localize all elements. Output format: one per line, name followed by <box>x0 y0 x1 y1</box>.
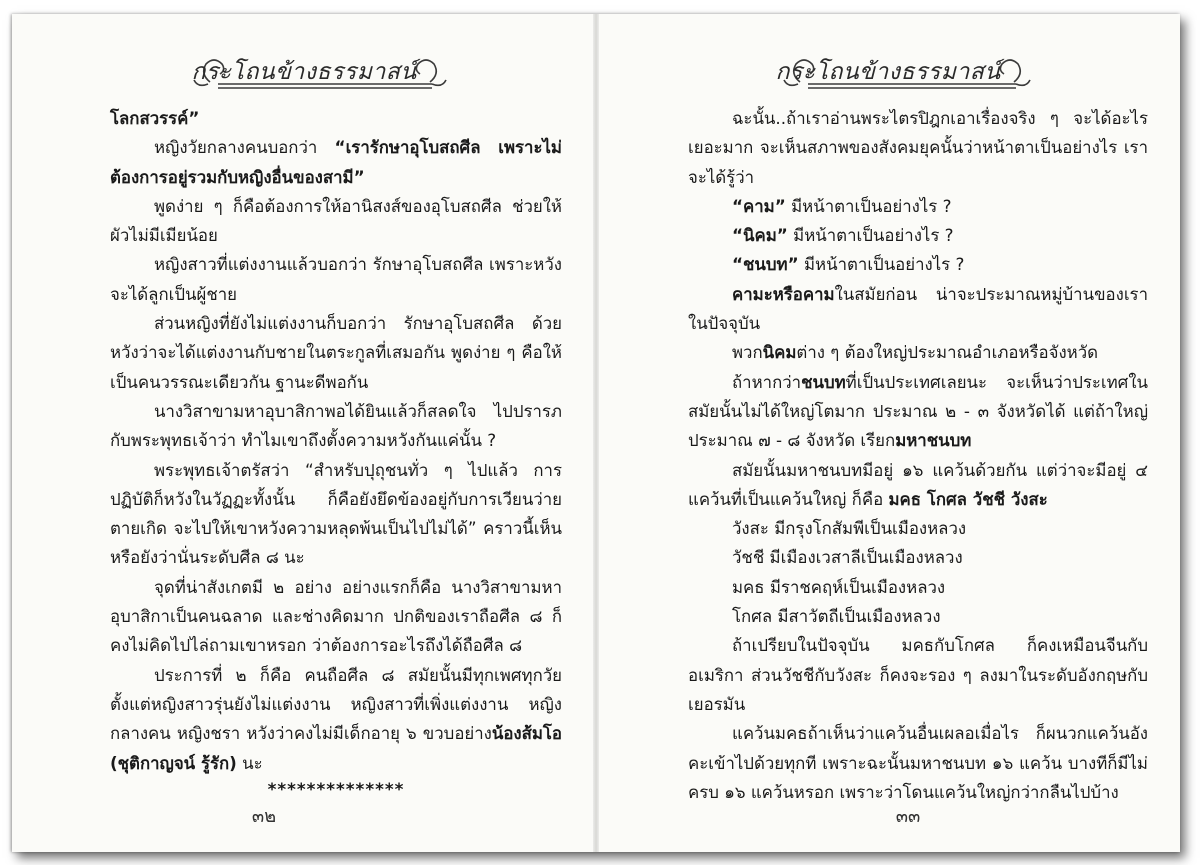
text-run: สมัยนั้นมหาชนบทมีอยู่ ๑๖ แคว้นด้วยกัน แต่ว่าจะมีอยู่ ๔ แคว้นที่เป็นแคว้นใหญ่ ก็คือ <box>688 459 1148 509</box>
paragraph <box>110 573 562 661</box>
text-run: แคว้นมคธถ้าเห็นว่าแคว้นอื่นเผลอเมื่อไร ก็ผนวกแคว้นอังคะเข้าไปด้วยทุกที เพราะฉะนั้นมหาชนบท ๑๖ แคว้น บางทีก็มีไม่ครบ ๑๖ แคว้นหรอก เพราะว่าโดนแคว้นใหญ่กว่ากลืนไปบ้าง <box>688 723 1148 802</box>
text-run: มคธ มีราชคฤห์เป็นเมืองหลวง <box>732 576 946 597</box>
bold-text: ชนบท <box>801 371 846 392</box>
paragraph <box>110 104 562 133</box>
paragraph <box>110 192 562 251</box>
text-run: มีหน้าตาเป็นอย่างไร ? <box>787 225 954 246</box>
text-run: นางวิสาขามหาอุบาสิกาพอได้ยินแล้วก็สลดใจ ไปปรารภกับพระพุทธเจ้าว่า ทำไมเขาถึงตั้งความหวังกันแค่นั้น ? <box>110 400 562 451</box>
text-run: พูดง่าย ๆ ก็คือต้องการให้อานิสงส์ของอุโบสถศีล ช่วยให้ผัวไม่มีเมียน้อย <box>110 195 562 246</box>
page-number: ๓๓ <box>895 806 921 827</box>
section-separator: ************** <box>267 778 405 799</box>
bold-text: น้องส้มโอ (ชุติกาญจน์ รู้รัก) <box>110 723 562 773</box>
paragraph <box>110 661 562 778</box>
paragraph <box>688 250 1148 279</box>
paragraph <box>110 250 562 309</box>
bold-text: คามะหรือคาม <box>732 283 835 304</box>
text-run: มีหน้าตาเป็นอย่างไร ? <box>798 254 965 275</box>
paragraph <box>688 631 1148 719</box>
paragraph <box>110 456 562 573</box>
paragraph <box>688 602 1148 631</box>
right-page-body <box>688 104 1148 807</box>
bold-text: มคธ โกศล วัชชี วังสะ <box>888 488 1048 509</box>
paragraph <box>688 543 1148 572</box>
text-run: ส่วนหญิงที่ยังไม่แต่งงานก็บอกว่า รักษาอุโบสถศีล ด้วยหวังว่าจะได้แต่งงานกับชายในตระกูลที่เสมอกัน พูดง่าย ๆ คือให้เป็นคนวรรณะเดียวกัน ฐานะดีพอกัน <box>110 313 562 392</box>
text-run: พระพุทธเจ้าตรัสว่า “สำหรับปุถุชนทั่ว ๆ ไปแล้ว การปฏิบัติก็หวังในวัฏฏะทั้งนั้น ก็คือยังยึดข้องอยู่กับการเวียนว่ายตายเกิด จะไปให้เขาหวังความหลุดพ้นเป็นไปไม่ได้” คราวนี้เห็นหรือยังว่านั่นระดับศีล ๘ นะ <box>110 459 562 568</box>
text-run: นะ <box>236 752 263 773</box>
page-number: ๓๒ <box>251 806 277 827</box>
text-run: ที่เป็นประเทศเลยนะ จะเห็นว่าประเทศในสมัยนั้นไม่ได้ใหญ่โตมาก ประมาณ ๒ - ๓ จังหวัดได้ แต่ถ้าใหญ่ประมาณ ๗ - ๘ จังหวัด เรียก <box>688 371 1148 451</box>
paragraph <box>688 280 1148 339</box>
text-run: มีหน้าตาเป็นอย่างไร ? <box>785 195 952 216</box>
paragraph <box>688 719 1148 807</box>
bold-text: “คาม” <box>732 195 786 216</box>
running-header <box>596 40 1180 96</box>
paragraph <box>110 133 562 192</box>
text-run: ในสมัยก่อน น่าจะประมาณหมู่บ้านของเราในปัจจุบัน <box>688 283 1148 334</box>
header-title: กระโถนข้างธรรมาสน์ <box>191 59 417 85</box>
paragraph <box>110 397 562 456</box>
text-run: ต่าง ๆ ต้องใหญ่ประมาณอำเภอหรือจังหวัด <box>796 342 1099 363</box>
paragraph <box>688 104 1148 192</box>
bold-text: “ชนบท” <box>732 254 799 275</box>
text-run: ถ้าเปรียบในปัจจุบัน มคธกับโกศล ก็คงเหมือนจีนกับอเมริกา ส่วนวัชชีกับวังสะ ก็คงจะรอง ๆ ลงมาในระดับอังกฤษกับเยอรมัน <box>688 635 1148 714</box>
text-run: จุดที่น่าสังเกตมี ๒ อย่าง อย่างแรกก็คือ นางวิสาขามหาอุบาสิกาเป็นคนฉลาด และช่างคิดมาก ปกติของเราถือศีล ๘ ก็คงไม่คิดไปไล่ถามเขาหรอก ว่าต้องการอะไรถึงได้ถือศีล ๘ <box>110 576 562 656</box>
book-spread <box>12 14 1180 852</box>
text-run: โกศล มีสาวัตถีเป็นเมืองหลวง <box>732 606 941 627</box>
header-title: กระโถนข้างธรรมาสน์ <box>775 59 1001 85</box>
text-run: หญิงสาวที่แต่งงานแล้วบอกว่า รักษาอุโบสถศีล เพราะหวังจะได้ลูกเป็นผู้ชาย <box>110 254 562 304</box>
bold-text: นิคม <box>762 342 797 363</box>
running-header <box>12 40 596 96</box>
paragraph <box>688 573 1148 602</box>
text-run: ประการที่ ๒ ก็คือ คนถือศีล ๘ สมัยนั้นมีทุกเพศทุกวัย ตั้งแต่หญิงสาวรุ่นยังไม่แต่งงาน หญิงสาวที่เพิ่งแต่งงาน หญิงกลางคน หญิงชรา หวังว่าคงไม่มีเด็กอายุ ๖ ขวบอย่าง <box>110 664 562 744</box>
text-run: ฉะนั้น..ถ้าเราอ่านพระไตรปิฎกเอาเรื่องจริง ๆ จะได้อะไรเยอะมาก จะเห็นสภาพของสังคมยุคนั้นว่าหน้าตาเป็นอย่างไร เราจะได้รู้ว่า <box>688 108 1148 187</box>
right-page <box>596 14 1180 852</box>
bold-text: มหาชนบท <box>895 430 972 451</box>
paragraph <box>688 514 1148 543</box>
paragraph <box>688 338 1148 367</box>
text-run: ถ้าหากว่า <box>732 371 802 392</box>
bold-text: โลกสวรรค์” <box>110 108 200 128</box>
bold-text: “นิคม” <box>732 225 788 246</box>
text-run: พวก <box>732 342 763 363</box>
text-run: วัชชี มีเมืองเวสาลีเป็นเมืองหลวง <box>732 547 963 568</box>
paragraph <box>688 221 1148 250</box>
left-page <box>12 14 596 852</box>
paragraph <box>688 368 1148 456</box>
paragraph <box>688 192 1148 221</box>
text-run: หญิงวัยกลางคนบอกว่า <box>154 137 335 158</box>
left-page-body <box>110 104 562 800</box>
paragraph <box>110 309 562 397</box>
paragraph <box>688 456 1148 515</box>
text-run: วังสะ มีกรุงโกสัมพีเป็นเมืองหลวง <box>732 518 967 539</box>
bold-text: “เรารักษาอุโบสถศีล เพราะไม่ต้องการอยู่รวมกับหญิงอื่นของสามี” <box>110 137 562 187</box>
